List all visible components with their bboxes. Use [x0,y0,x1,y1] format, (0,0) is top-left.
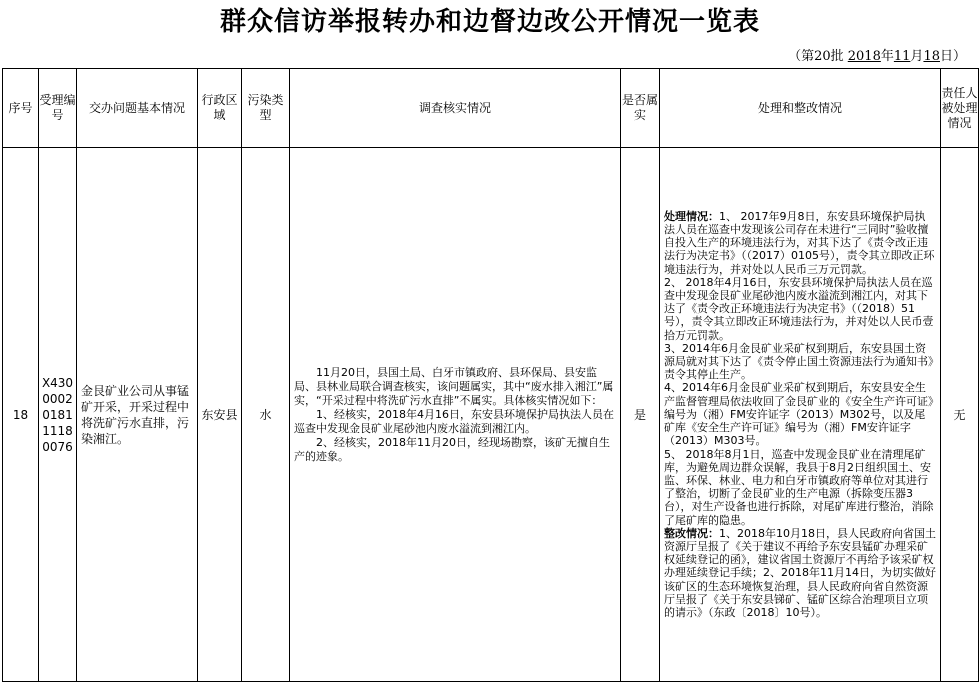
cell-issue: 金艮矿业公司从事锰矿开采，开采过程中将洗矿污水直排，污染湘江。 [77,148,198,682]
handling-paragraph: 5、 2018年8月1日，巡查中发现金艮矿业在清理尾矿库，为避免周边群众误解，我县于8月2日组织国土、安监、环保、林业、电力和白牙市镇政府等单位对其进行了整治，切断了金艮矿业的生产电源（拆除变压器3台），对生产设备也进行拆除，对尾矿库进行整治，消除了尾矿库的隐患。 [664,447,934,527]
handling-paragraph: 4、2014年6月金艮矿业采矿权到期后，东安县安全生产监督管理局依法收回了金艮矿业的《安全生产许可证》编号为（湘）FM安许证字（2013）M302号，以及尾矿库《安全生产许可证》编号为（湘）FM安许证字（2013）M303号。 [664,381,934,448]
header-accountability: 责任人被处理情况 [941,69,979,148]
handling-label: 处理情况： [664,209,719,223]
batch-year-unit: 年 [880,49,894,64]
cell-verified: 是 [621,148,660,682]
batch-prefix: （第20批 [788,49,844,64]
investigation-paragraph: 1、经核实，2018年4月16日，东安县环境保护局执法人员在巡查中发现金艮矿业尾砂池内废水溢流到湘江内。 [294,407,614,435]
header-region: 行政区域 [198,69,242,148]
batch-month-unit: 月 [910,49,924,64]
investigation-paragraph: 2、经核实，2018年11月20日，经现场勘察，该矿无擅自生产的迹象。 [294,435,610,463]
header-handling: 处理和整改情况 [660,69,941,148]
header-row [3,69,979,148]
batch-year: 2018 [847,49,881,64]
page-title: 群众信访举报转办和边督边改公开情况一览表 [219,7,760,37]
batch-month: 11 [893,49,911,64]
rectification-label: 整改情况： [664,526,719,540]
header-pollution: 污染类型 [242,69,290,148]
batch-day-unit: 日） [939,49,966,64]
table-row [3,148,979,682]
investigation-paragraph: 11月20日，县国土局、白牙市镇政府、县环保局、县安监局、县林业局联合调查核实，该问题属实，其中“废水排入湘江”属实，“开采过程中将洗矿污水直排”不属实。具体核实情况如下： [294,365,614,407]
batch-day: 18 [923,49,940,64]
cell-handling [660,148,941,682]
cell-id: X4300002018111180076 [39,148,77,682]
cell-pollution: 水 [242,148,290,682]
handling-paragraph [664,210,936,276]
header-id: 受理编号 [39,69,77,148]
header-verified: 是否属实 [621,69,660,148]
cell-seq: 18 [3,148,39,682]
cell-accountability: 无 [941,148,979,682]
cell-investigation [290,148,621,682]
handling-paragraph: 3、2014年6月金艮矿业采矿权到期后，东安县国土资源局就对其下达了《责令停止国土资源违法行为通知书》责令其停止生产。 [664,341,934,382]
batch-info [788,48,966,66]
header-seq: 序号 [3,69,39,148]
header-issue: 交办问题基本情况 [77,69,198,148]
header-investigation: 调查核实情况 [290,69,621,148]
rectification-paragraph [664,527,936,619]
rectification-text: 1、2018年10月18日，县人民政府向省国土资源厅呈报了《关于建议不再给予东安县锰矿办理采矿权延续登记的函》，建议省国土资源厅不再给予该采矿权办理延续登记手续；2、2018年11月14日，为切实做好该矿区的生态环境恢复治理，县人民政府向省自然资源厅呈报了《关于东安县锑矿、锰矿区综合治理项目立项的请示》（东政〔2018〕10号）。 [664,526,936,619]
handling-paragraph: 2、 2018年4月16日，东安县环境保护局执法人员在巡查中发现金艮矿业尾砂池内废水溢流到湘江内，对其下达了《责令改正环境违法行为决定书》（（2018）51号），责令其立即改正环境违法行为，并对处以人民币壹拾万元罚款。 [664,275,934,342]
petition-table [2,68,979,682]
handling-text: 1、 2017年9月8日，东安县环境保护局执法人员在巡查中发现该公司存在未进行“三同时”验收擅自投入生产的环境违法行为，对其下达了《责令改正违法行为决定书》（（2017）0105号），责令其立即改正环境违法行为，并对处以人民币三万元罚款。 [664,209,935,276]
cell-region: 东安县 [198,148,242,682]
